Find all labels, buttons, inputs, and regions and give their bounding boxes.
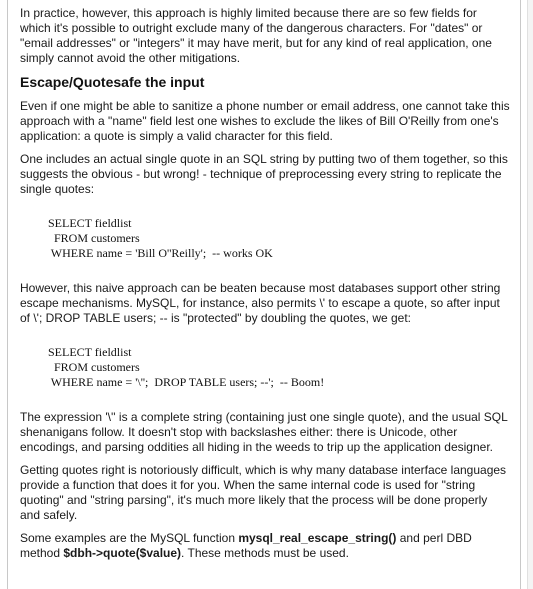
code-line: SELECT fieldlist bbox=[48, 345, 132, 359]
paragraph-naive-approach: However, this naive approach can be beaten because most databases support other string escape mechanisms. MySQL, for instance, also permits \' to escape a quote, so after input of \'; DROP TABLE users; -- is "protected" by doubling the quotes, we get: bbox=[20, 281, 501, 325]
examples-text-b: and perl DBD method bbox=[20, 531, 472, 560]
code-line: WHERE name = '\''; DROP TABLE users; --'; -- Boom! bbox=[48, 375, 325, 389]
paragraph-intro: In practice, however, this approach is highly limited because there are so few fields for which it's possible to outright exclude many of the dangerous characters. For "dates" or "email addresses" or "integers" it may have merit, but for any kind of real application, one simply cannot avoid the other mitigations. bbox=[20, 6, 492, 65]
paragraph-examples bbox=[20, 531, 510, 561]
scrollbar[interactable] bbox=[527, 0, 533, 589]
examples-text-c: . These methods must be used. bbox=[181, 546, 349, 560]
article-content bbox=[20, 6, 510, 569]
code-line: WHERE name = 'Bill O''Reilly'; -- works OK bbox=[48, 246, 273, 260]
function-name-perl: $dbh->quote($value) bbox=[63, 546, 182, 560]
code-line: SELECT fieldlist bbox=[48, 216, 132, 230]
examples-text-a: Some examples are the MySQL function bbox=[20, 531, 239, 545]
code-block-boom bbox=[48, 345, 510, 390]
paragraph-double-quotes: One includes an actual single quote in an SQL string by putting two of them together, so this suggests the obvious - but wrong! - technique of preprocessing every string to replicate the single quotes: bbox=[20, 152, 508, 196]
paragraph-quotes-difficult: Getting quotes right is notoriously difficult, which is why many database interface languages provide a function that does it for you. When the same internal code is used for "string quoting" and "string parsing", it's much more likely that the process will be done properly and safely. bbox=[20, 463, 507, 522]
paragraph-expression: The expression '\'' is a complete string (containing just one single quote), and the usual SQL shenanigans follow. It doesn't stop with backslashes either: there is Unicode, other encodings, and parsing oddities all hiding in the weeds to trip up the application designer. bbox=[20, 410, 508, 454]
paragraph-name-field: Even if one might be able to sanitize a phone number or email address, one cannot take this approach with a "name" field lest one wishes to exclude the likes of Bill O'Reilly from one's application: a quote is simply a valid character for this field. bbox=[20, 99, 510, 143]
code-line: FROM customers bbox=[48, 360, 140, 374]
section-heading: Escape/Quotesafe the input bbox=[20, 74, 205, 90]
code-line: FROM customers bbox=[48, 231, 140, 245]
code-block-works bbox=[48, 216, 510, 261]
function-name-mysql: mysql_real_escape_string() bbox=[238, 531, 397, 545]
